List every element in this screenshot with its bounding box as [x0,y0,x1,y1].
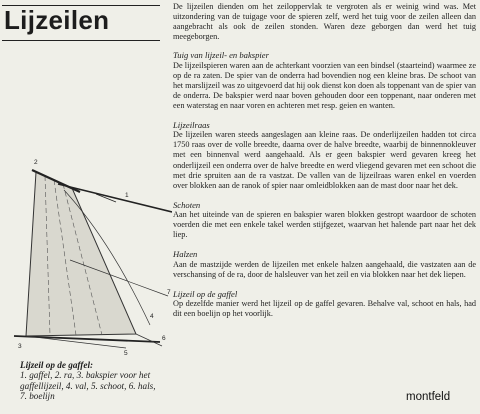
section-body: Op dezelfde manier werd het lijzeil op de gaffel gevaren. Behalve val, schoot en hals, had dit een boelijn op het voorlijk. [173,298,476,318]
figure-caption [20,360,160,402]
intro-paragraph: De lijzeilen dienden om het zeiloppervlak te vergroten als er weinig wind was. Met uitzondering van de tuigage voor de spieren zelf, werd het tuig voor de zeilen alleen dan aangebracht als ook de zeilen stonden. Waren deze geborgen dan werd het tuig meegeborgen. [173,2,476,42]
section-body: De lijzeilen waren steeds aangeslagen aan kleine raas. De onderlijzeilen hadden tot circa 1750 raas over de volle breedte, daarna over de halve breedte, waarbij de binnennokleuver met een binnenval werd aangehaald. Als er geen bakspier werd gevaren kreeg het onderlijzeil een onderra over de halve breedte en werd vliegend gevaren met een schoot die met drie spruiten aan de ra vastzat. De vallen van de lijzeilraas waren enkel en voerden over blokken aan de ranok of spier naar omleidblokken aan de mast door naar het dek. [173,130,476,190]
section-heading: Lijzeilraas [173,120,210,131]
section-heading: Lijzeil op de gaffel [173,288,238,299]
studding-sail-diagram [0,150,172,360]
section-heading: Schoten [173,199,201,210]
section-heading: Tuig van lijzeil- en bakspier [173,50,269,61]
figure-label-2: 2 [34,159,38,166]
section-heading: Halzen [173,249,198,260]
title-rule-bottom [2,40,160,41]
tack [136,334,162,346]
article-text [173,2,476,319]
section-body: Aan het uiteinde van de spieren en bakspier waren blokken gestropt waardoor de schoten voerden die met een enkele takel werden stijfgezet, waarvan het halende part naar het dek liep. [173,210,476,240]
figure-label-7: 7 [167,289,171,296]
caption-title: Lijzeil op de gaffel: [20,360,94,370]
section-body: Aan de mastzijde werden de lijzeilen met enkele halzen aangehaald, die vastzaten aan de verschansing of de ra, door de halsleuver van het zeil en via blokken naar het dek liepen. [173,259,476,279]
page-title: Lijzeilen [4,5,110,35]
figure-label-1: 1 [125,192,129,199]
figure-label-6: 6 [162,335,166,342]
watermark: montfeld [406,391,451,403]
section-body: De lijzeilspieren waren aan de achterkant voorzien van een bindsel (staarteind) waarmee ze op de ra zaten. De spier van de onderra had bovendien nog een kleine bras. De schoot van het marslijzeil was zo uitgevoerd dat hij ook dienst kon doen als toppenant van de spier van de onderra. De bakspier werd naar boven gehouden door een toppenant, naar onderen met een waterstag en naar voren en achteren met resp. geien en wanten. [173,60,476,110]
figure-label-4: 4 [150,313,154,320]
figure-label-5: 5 [124,350,128,357]
caption-body: 1. gaffel, 2. ra, 3. bakspier voor het gaffellijzeil, 4. val, 5. schoot, 6. hals, 7. boelijn [20,370,156,402]
figure-label-3: 3 [18,343,22,350]
